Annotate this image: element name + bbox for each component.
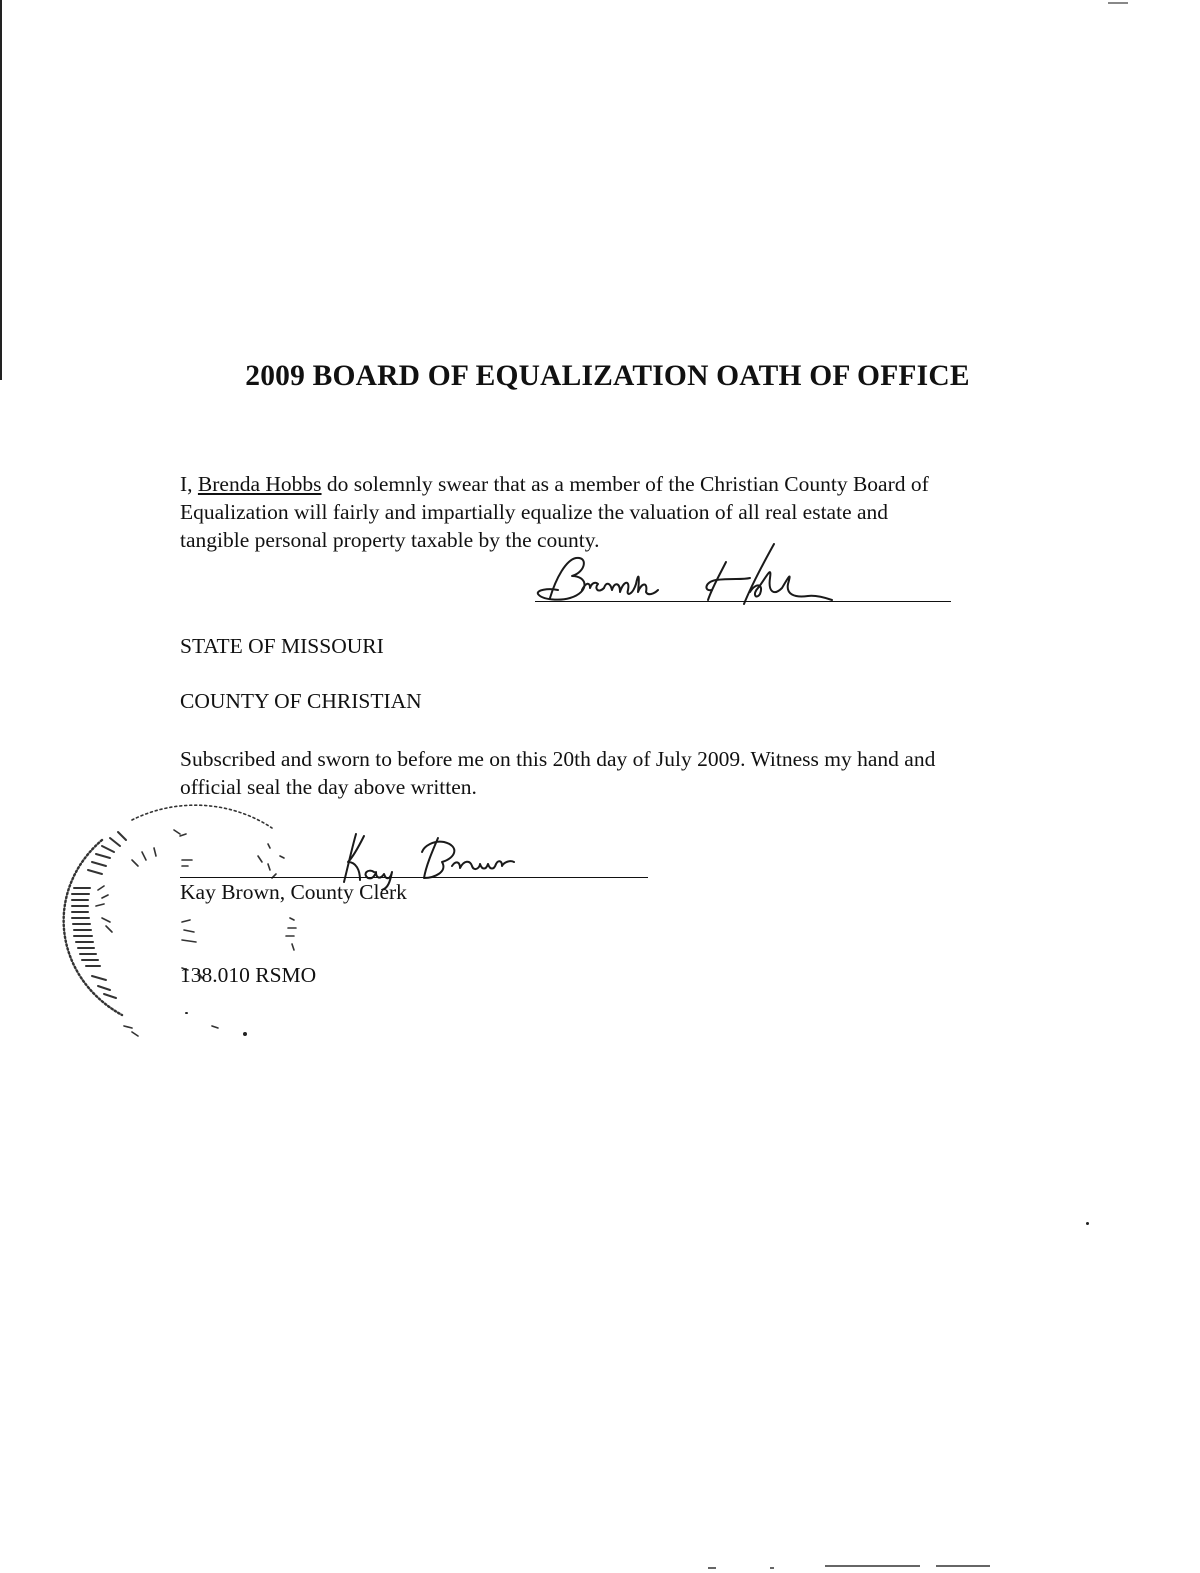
subscribed-line-2: official seal the day above written.	[180, 775, 477, 799]
county-heading: COUNTY OF CHRISTIAN	[180, 689, 422, 713]
oath-prefix: I,	[180, 472, 198, 496]
member-signature	[536, 538, 836, 610]
scan-speck	[185, 1012, 188, 1014]
document-title: 2009 BOARD OF EQUALIZATION OATH OF OFFICE	[245, 360, 970, 392]
oath-line-1	[180, 470, 1030, 498]
county-seal-stamp	[62, 800, 352, 1050]
subscribed-paragraph	[180, 745, 1060, 801]
scan-speck	[1108, 2, 1128, 4]
oath-line-1-rest: do solemnly swear that as a member of the Christian County Board of	[321, 472, 929, 496]
statute-reference: 138.010 RSMO	[180, 963, 317, 987]
member-signature-line	[535, 601, 951, 602]
subscribed-line-1: Subscribed and sworn to before me on this 20th day of July 2009. Witness my hand and	[180, 747, 936, 771]
member-name: Brenda Hobbs	[197, 472, 322, 496]
scan-bottom-marks	[700, 1560, 1000, 1570]
oath-line-3: tangible personal property taxable by the county.	[180, 528, 600, 552]
oath-line-2: Equalization will fairly and impartially equalize the valuation of all real estate and	[180, 500, 889, 524]
scan-speck	[243, 1032, 247, 1036]
clerk-name-title: Kay Brown, County Clerk	[180, 880, 407, 904]
state-heading: STATE OF MISSOURI	[180, 634, 384, 658]
scan-edge-mark	[0, 0, 2, 380]
scan-speck	[1086, 1222, 1089, 1225]
clerk-signature-line	[180, 877, 648, 878]
